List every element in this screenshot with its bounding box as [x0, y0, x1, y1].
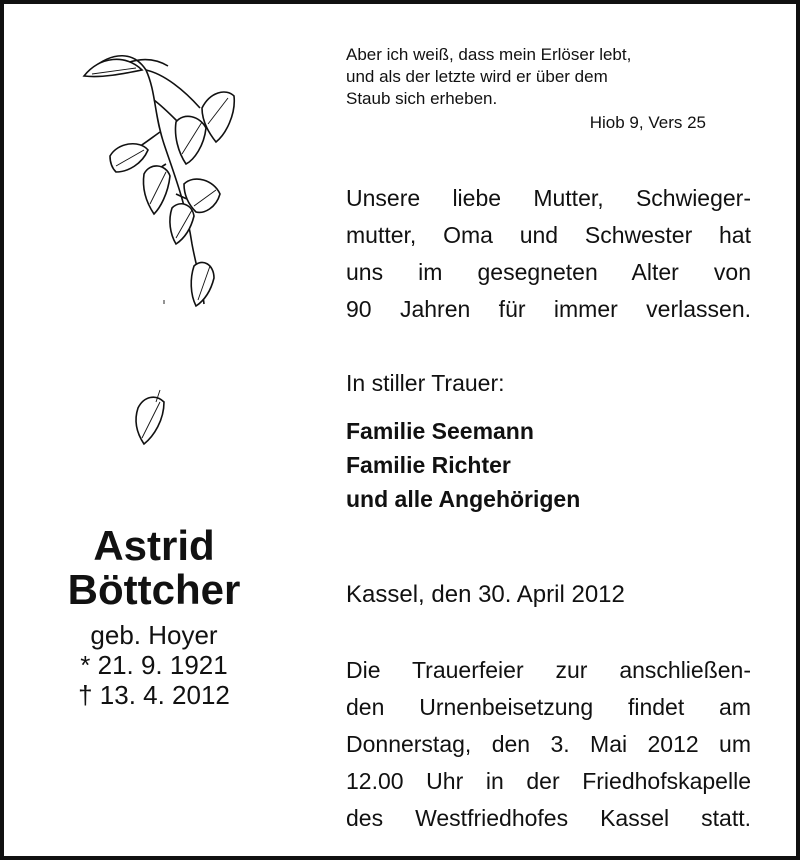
deceased-first-name: Astrid [93, 522, 215, 569]
mourning-label: In stiller Trauer: [346, 370, 505, 396]
mourners-list [346, 414, 580, 516]
deceased-block [54, 524, 254, 710]
quote-source: Hiob 9, Vers 25 [589, 113, 706, 132]
bible-quote [346, 44, 706, 134]
service-line: des Westfriedhofes Kassel statt. [346, 805, 751, 831]
funeral-service-info [346, 652, 751, 837]
birth-date: * 21. 9. 1921 [80, 650, 228, 680]
service-line: den Urnenbeisetzung findet am [346, 694, 751, 720]
mourner-family: Familie Seemann [346, 418, 534, 444]
message-line: 90 Jahren für immer verlassen. [346, 296, 751, 322]
mourner-family: Familie Richter [346, 452, 511, 478]
service-line: 12.00 Uhr in der Friedhofskapelle [346, 768, 751, 794]
maiden-name: geb. Hoyer [90, 620, 218, 650]
mourner-family: und alle Angehörigen [346, 486, 581, 512]
service-line: Donnerstag, den 3. Mai 2012 um [346, 731, 751, 757]
message-line: Unsere liebe Mutter, Schwieger- [346, 185, 751, 211]
birch-branch-illustration [4, 4, 334, 474]
quote-line: Staub sich erheben. [346, 89, 498, 108]
date-place: Kassel, den 30. April 2012 [346, 581, 625, 608]
obituary-message [346, 180, 751, 328]
message-line: uns im gesegneten Alter von [346, 259, 751, 285]
quote-line: Aber ich weiß, dass mein Erlöser lebt, [346, 45, 632, 64]
deceased-last-name: Böttcher [67, 566, 241, 613]
service-line: Die Trauerfeier zur anschließen- [346, 657, 751, 683]
quote-line: und als der letzte wird er über dem [346, 67, 608, 86]
death-date: † 13. 4. 2012 [78, 680, 230, 710]
message-line: mutter, Oma und Schwester hat [346, 222, 751, 248]
